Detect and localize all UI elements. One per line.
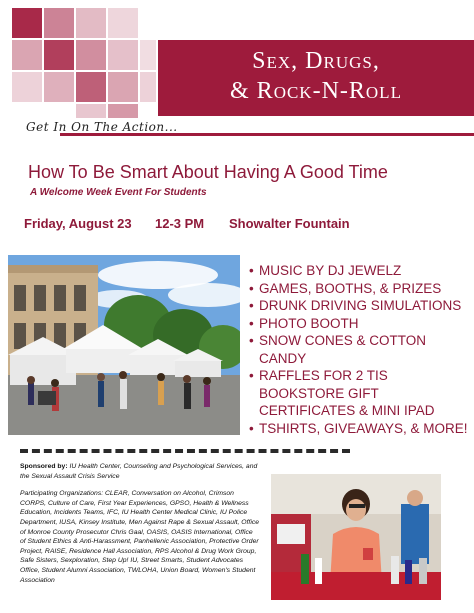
participants-label: Participating Organizations: (20, 490, 104, 498)
banner-line-1: Sex, Drugs, (252, 48, 380, 74)
decor-square (108, 104, 138, 118)
decor-square (76, 40, 106, 70)
decor-square (44, 8, 74, 38)
decor-square (12, 8, 42, 38)
decor-square (12, 40, 42, 70)
sponsors-paragraph (20, 462, 260, 481)
decor-square (44, 72, 74, 102)
event-photo-booth (271, 474, 441, 600)
list-item: • SNOW CONES & COTTON CANDY (249, 333, 427, 366)
event-date: Friday, August 23 (24, 216, 132, 231)
participants-text: CLEAR, Conversation on Alcohol, Crimson CORPS, Culture of Care, First Year Experiences, GPSO, Health & Wellness Education, Incidents Teams, IFC, IU Health Center Medical Clinic, IU Police Department, IUSA, Kinsey Institute, Men Against Rape & Sexual Assault, Office of Monroe County Prosecutor Chris Gaal, OASIS, OASIS International, Office of Student Ethics & Anti-Harassment, Panhellenic Association, Protective Order Project, RAISE, Residence Hall Association, RPS Alcohol & Drug Work Group, Safe Sisters, Sexploration, Step Up! IU, Street Smarts, Student Advocates Office, Student Alumni Association, TWLOHA, Union Board, Women's Student Association (20, 490, 260, 584)
event-title: How To Be Smart About Having A Good Time (28, 162, 388, 182)
banner-line-2: & Rock-N-Roll (230, 78, 402, 104)
participants-paragraph (20, 489, 260, 585)
sponsors-label: Sponsored by: (20, 463, 68, 470)
list-item: • TSHIRTS, GIVEAWAYS, & MORE! (249, 420, 468, 436)
event-photo-outdoor (8, 255, 240, 435)
decor-square (140, 72, 156, 102)
list-item: • RAFFLES FOR 2 TIS BOOKSTORE GIFT CERTIFICATES & MINI IPAD (249, 368, 435, 418)
features-list (243, 262, 471, 437)
decor-square (12, 72, 42, 102)
decor-square (76, 72, 106, 102)
sponsors-text: IU Health Center, Counseling and Psychological Services, and the Sexual Assault Crisis Service (20, 463, 258, 480)
booth-illustration (271, 474, 441, 600)
list-item: • DRUNK DRIVING SIMULATIONS (249, 298, 462, 313)
event-subtitle: A Welcome Week Event For Students (30, 187, 207, 198)
decor-square (44, 40, 74, 70)
list-item: • MUSIC BY DJ JEWELZ (249, 263, 402, 278)
sponsors-block (20, 462, 260, 585)
title-banner (158, 40, 474, 116)
dashed-divider (20, 449, 350, 453)
header (0, 0, 474, 160)
decor-square (108, 40, 138, 70)
decor-square (108, 72, 138, 102)
decor-square (108, 8, 138, 38)
event-location: Showalter Fountain (229, 216, 350, 231)
decor-square (76, 8, 106, 38)
outdoor-fair-illustration (8, 255, 240, 435)
list-item: • GAMES, BOOTHS, & PRIZES (249, 280, 442, 296)
event-time: 12-3 PM (155, 216, 205, 231)
decor-square (76, 104, 106, 118)
decor-square (140, 40, 156, 70)
list-item: • PHOTO BOOTH (249, 315, 359, 331)
tagline: Get In On The Action... (26, 120, 178, 134)
